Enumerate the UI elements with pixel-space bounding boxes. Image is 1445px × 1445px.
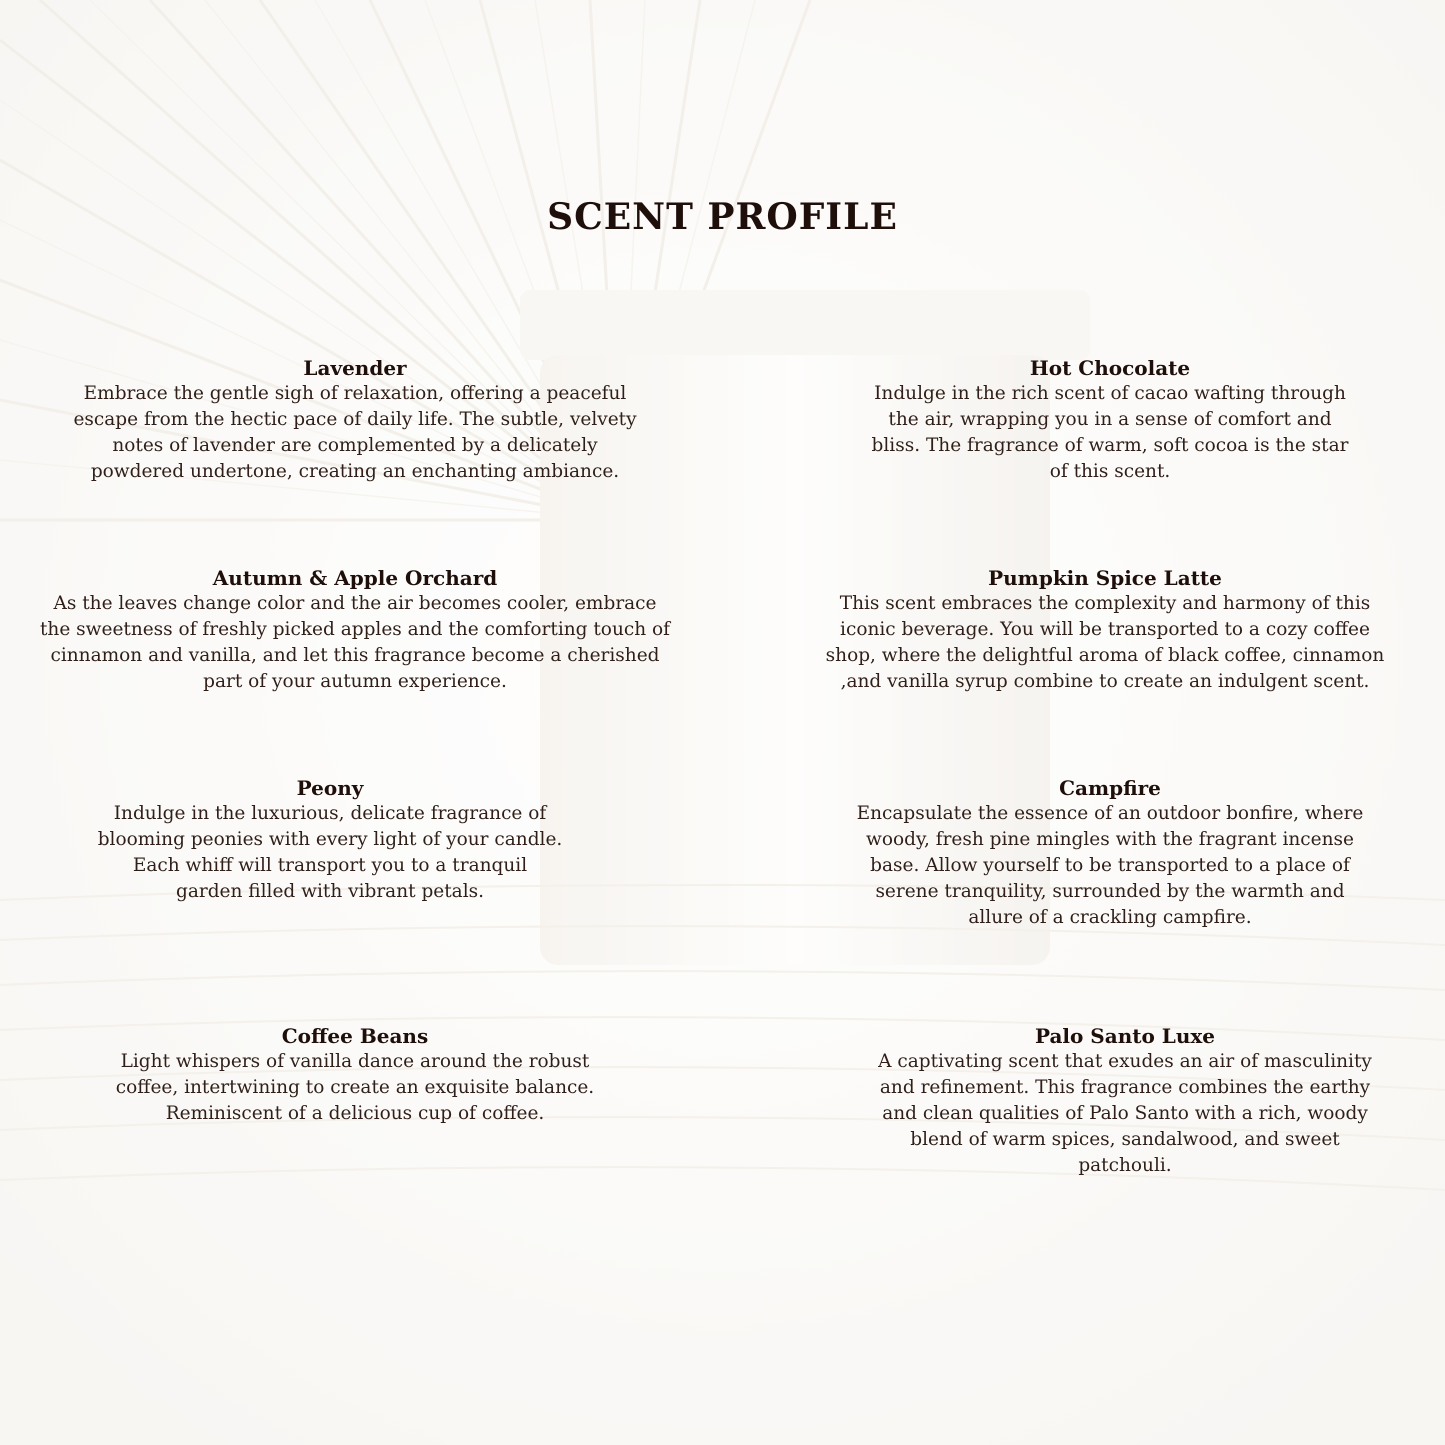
scent-card-campfire xyxy=(810,775,1410,931)
scent-name: Peony xyxy=(296,776,364,800)
scent-description: Embrace the gentle sigh of relaxation, offering a peaceful escape from the hectic pace of daily life. The subtle, velvety notes of lavender are complemented by a delicately powdered undertone, creating an enchanting ambiance. xyxy=(73,383,637,482)
scent-description: As the leaves change color and the air becomes cooler, embrace the sweetness of freshly picked apples and the comforting touch of cinnamon and vanilla, and let this fragrance become a cherished part of your autumn experience. xyxy=(39,593,671,692)
scent-name: Palo Santo Luxe xyxy=(1034,1024,1216,1048)
scent-description: This scent embraces the complexity and harmony of this iconic beverage. You will be transported to a cozy coffee shop, where the delightful aroma of black coffee, cinnamon ,and vanilla syrup combine to create an indulgent scent. xyxy=(825,593,1385,692)
scent-card-pumpkin-spice-latte xyxy=(770,565,1440,695)
page-title: SCENT PROFILE xyxy=(547,196,898,238)
scent-card-coffee-beans xyxy=(70,1023,640,1127)
scent-description: A captivating scent that exudes an air of masculinity and refinement. This fragrance combines the earthy and clean qualities of Palo Santo with a rich, woody blend of warm spices, sandalwood, and sweet patchouli. xyxy=(878,1051,1372,1176)
scent-name: Coffee Beans xyxy=(281,1024,429,1048)
scent-name: Pumpkin Spice Latte xyxy=(988,566,1222,590)
scent-name: Autumn & Apple Orchard xyxy=(212,566,498,590)
scent-name: Campfire xyxy=(1059,776,1161,800)
scent-name: Lavender xyxy=(303,356,407,380)
scent-name: Hot Chocolate xyxy=(1029,356,1191,380)
scent-card-peony xyxy=(40,775,620,905)
scent-description: Indulge in the luxurious, delicate fragrance of blooming peonies with every light of your candle. Each whiff will transport you to a tranquil garden filled with vibrant petals. xyxy=(97,803,563,902)
scent-description: Encapsulate the essence of an outdoor bonfire, where woody, fresh pine mingles with the fragrant incense base. Allow yourself to be transported to a place of serene tranquility, surrounded by the warmth and allure of a crackling campfire. xyxy=(856,803,1364,928)
scent-card-palo-santo-luxe xyxy=(830,1023,1420,1179)
scent-card-hot-chocolate xyxy=(770,355,1445,485)
scent-card-lavender xyxy=(20,355,690,485)
scent-description: Indulge in the rich scent of cacao wafting through the air, wrapping you in a sense of comfort and bliss. The fragrance of warm, soft cocoa is the star of this scent. xyxy=(871,383,1349,482)
scent-description: Light whispers of vanilla dance around the robust coffee, intertwining to create an exquisite balance. Reminiscent of a delicious cup of coffee. xyxy=(115,1051,595,1124)
scent-card-autumn-apple-orchard xyxy=(5,565,705,695)
